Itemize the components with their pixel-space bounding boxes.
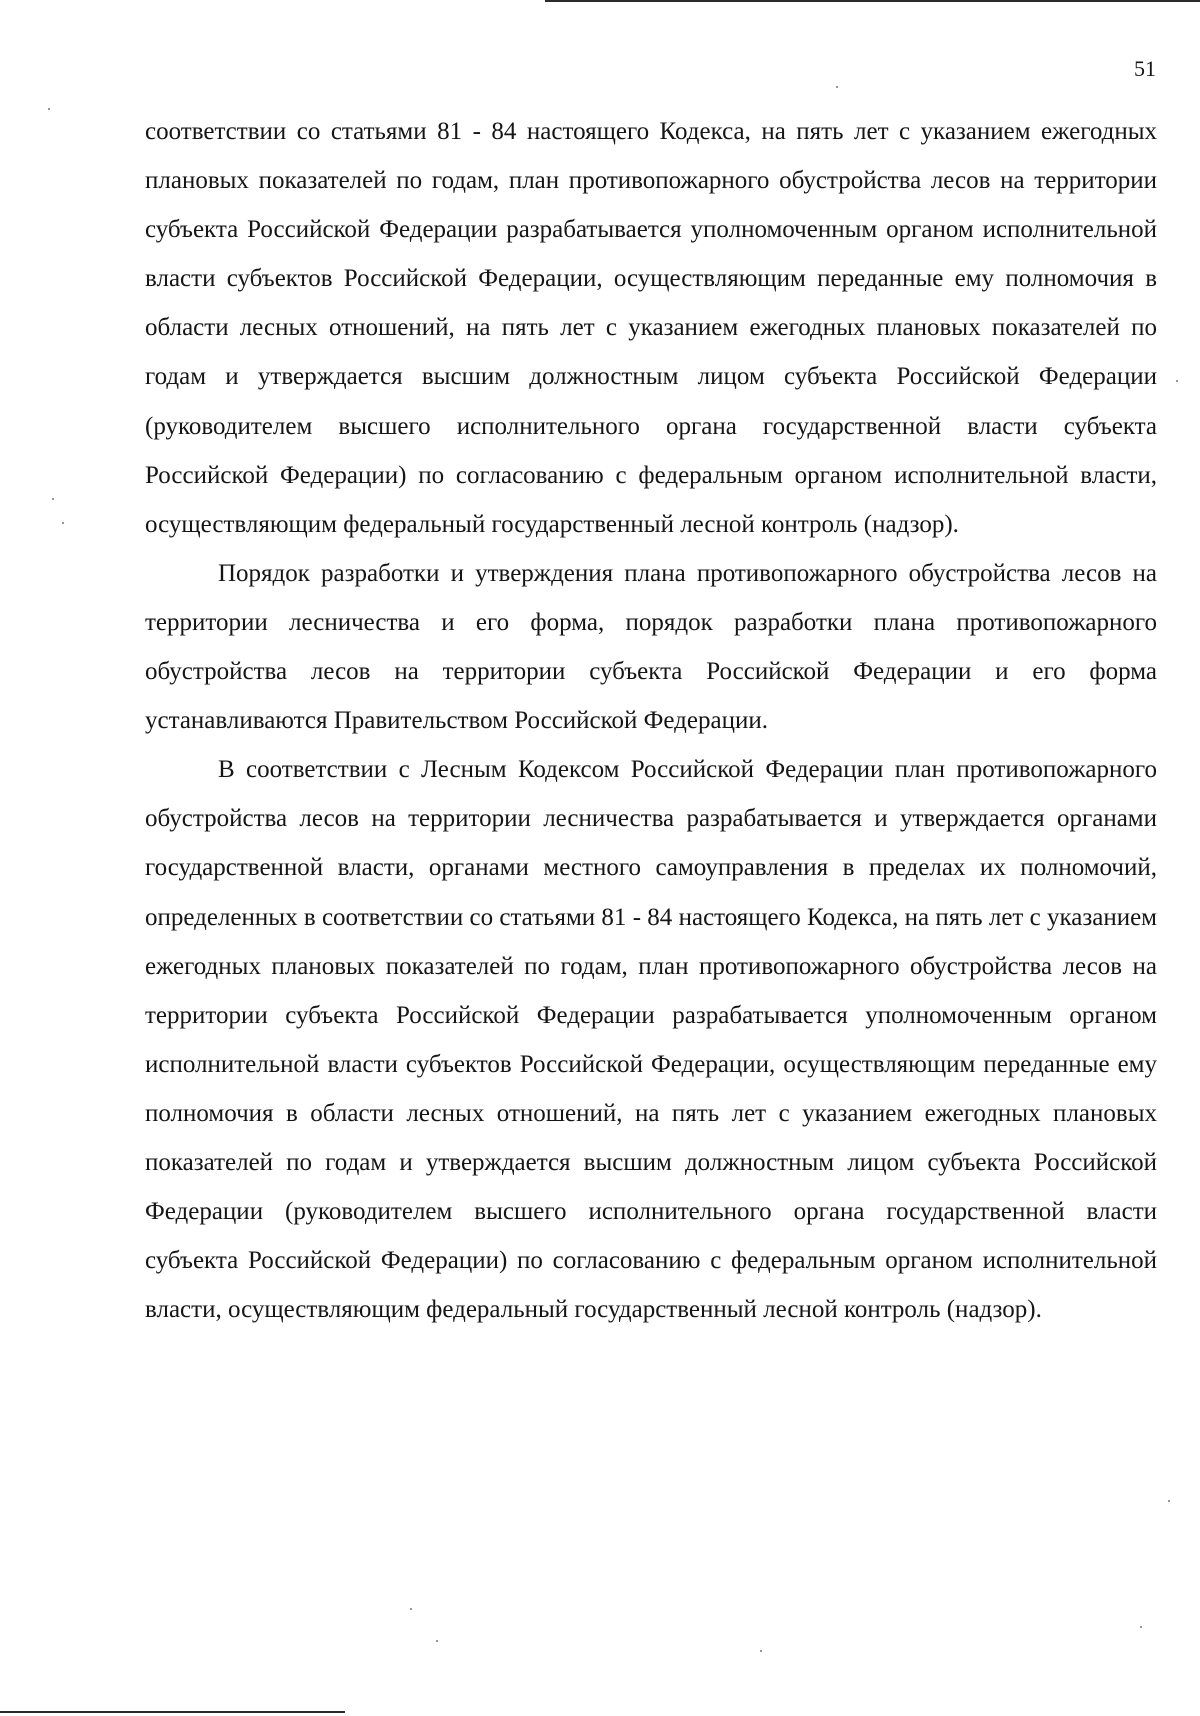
paragraph-forest-code: В соответствии с Лесным Кодексом Российской Федерации план противопожарного обустройства лесов на территории лесничества разрабатывается и утверждается органами государственной власти, органами местного самоуправления в пределах их полномочий, определенных в соответствии со статьями 81 - 84 настоящего Кодекса, на пять лет с указанием ежегодных плановых показателей по годам, план противопожарного обустройства лесов на территории субъекта Российской Федерации разрабатывается уполномоченным органом исполнительной власти субъектов Российской Федерации, осуществляющим переданные ему полномочия в области лесных отношений, на пять лет с указанием ежегодных плановых показателей по годам и утверждается высшим должностным лицом субъекта Российской Федерации (руководителем высшего исполнительного органа государственной власти субъекта Российской Федерации) по согласованию с федеральным органом исполнительной власти, осуществляющим федеральный государственный лесной контроль (надзор). <box>145 756 1157 1324</box>
scan-speck <box>62 522 64 524</box>
page-number: 51 <box>1134 56 1156 81</box>
scan-speck <box>1176 380 1178 382</box>
scan-speck <box>410 1608 412 1610</box>
scan-speck <box>760 1650 762 1652</box>
scan-edge-top <box>545 0 1200 2</box>
paragraph-continuation: соответствии со статьями 81 - 84 настоящего Кодекса, на пять лет с указанием ежегодных плановых показателей по годам, план противопожарного обустройства лесов на территории субъекта Российской Федерации разрабатывается уполномоченным органом исполнительной власти субъектов Российской Федерации, осуществляющим переданные ему полномочия в области лесных отношений, на пять лет с указанием ежегодных плановых показателей по годам и утверждается высшим должностным лицом субъекта Российской Федерации (руководителем высшего исполнительного органа государственной власти субъекта Российской Федерации) по согласованию с федеральным органом исполнительной власти, осуществляющим федеральный государственный лесной контроль (надзор). <box>145 118 1157 538</box>
document-body <box>145 107 1157 1334</box>
scan-edge-bottom <box>0 1711 345 1713</box>
paragraph-procedure: Порядок разработки и утверждения плана противопожарного обустройства лесов на территории лесничества и его форма, порядок разработки плана противопожарного обустройства лесов на территории субъекта Российской Федерации и его форма устанавливаются Правительством Российской Федерации. <box>145 559 1157 735</box>
scan-speck <box>48 108 50 110</box>
scan-speck <box>1168 1500 1170 1502</box>
scan-speck <box>52 498 54 500</box>
scan-speck <box>436 1640 438 1642</box>
scan-speck <box>836 86 838 88</box>
scan-speck <box>1140 1626 1142 1628</box>
